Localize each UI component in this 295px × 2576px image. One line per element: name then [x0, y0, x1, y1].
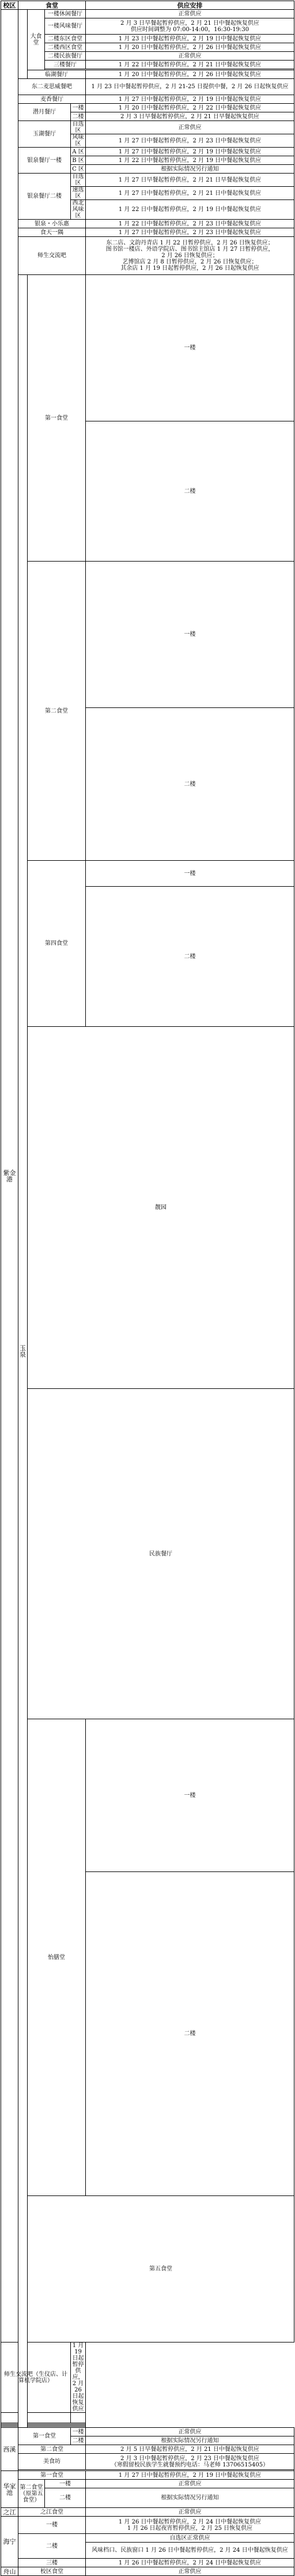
canteen-yinquan-xiaolehui: 银泉・小乐惠: [18, 220, 86, 228]
canteen-schedule-table: [1, 1, 294, 2576]
schedule-xx-diyi-1: 正常供应: [86, 2428, 294, 2436]
canteen-yishan-1: 一楼: [86, 1719, 294, 1872]
schedule-yq2-susong: 1 月 27 日中餐起暂停供应，2 月 21 日中餐起恢复供应: [86, 187, 294, 200]
canteen-xx-meishifang: 美食坊: [18, 2454, 86, 2470]
campus-cell-zijingang: 紫金港: [1, 10, 18, 2342]
canteen-yq-disi-1: 一楼: [86, 861, 294, 887]
schedule-zs-xiaoqu: 正常供应: [86, 2567, 294, 2576]
canteen-xx-diyi-2: 二楼: [71, 2436, 86, 2445]
canteen-yuhu-zixuan: 自选区: [71, 121, 86, 134]
canteen-hjc-diyi: 第一食堂: [18, 2471, 86, 2480]
canteen-zs-xiaoqu: 校区食堂: [18, 2567, 86, 2576]
schedule-hjc-dier-1: 正常供应: [86, 2480, 294, 2488]
canteen-dtt-dongqu: 二楼东区食堂: [45, 35, 86, 43]
canteen-xx-diyi: 第一食堂: [18, 2428, 71, 2445]
schedule-yq-shisheng: 1 月 19 日起暂停供应，2 月 26 日起恢复供应: [71, 2342, 86, 2413]
canteen-hjc-dier: 第二食堂（原第五食堂）: [18, 2480, 45, 2508]
canteen-yq2-susong: 速选区: [71, 187, 86, 200]
schedule-maixiang: 1 月 27 日中餐起暂停供应，2 月 19 日中餐起恢复供应: [86, 95, 294, 104]
canteen-header: 食堂: [18, 1, 86, 10]
canteen-datangtang: 大食堂: [28, 10, 45, 70]
schedule-shitianyiyu: 1 月 27 日中餐起暂停供应，2 月 23 日中餐起恢复供应: [86, 228, 294, 237]
canteen-yq-diyi: 第一食堂: [28, 275, 86, 562]
schedule-dtt-minzu: 正常供应: [86, 52, 294, 61]
canteen-yq-diyi-1: 一楼: [86, 275, 294, 421]
canteen-dtt-sanlou: 三楼餐厅: [45, 61, 86, 69]
schedule-hn-erlou-fengwei: 风味档口、民族窗口 1 月 26 日中餐起暂停供应，2 月 24 日中餐起恢复供应: [86, 2543, 294, 2559]
schedule-xx-dier: 2 月 5 日早餐起暂停供应，2 月 21 日中餐起恢复供应: [86, 2445, 294, 2454]
campus-cell-haining: 海宁: [1, 2517, 18, 2567]
canteen-yq-dier: 第二食堂: [28, 562, 86, 861]
schedule-dongermai: 1 月 23 日中餐起暂停供应，2 月 21-25 日提供中餐，2 月 26 日起恢复供应: [86, 79, 294, 95]
canteen-panyue: 潜月餐厅: [18, 104, 71, 121]
schedule-shisheng-zjg: 东二店、文韵丹青店 1 月 22 日暂停供应，2 月 26 日恢复供应； 图书馆一楼店、外语学院店、图书馆主馆店 1 月 27 日暂停供应， 2 月 26 日恢复供应； 艺博馆店 2 月 8 日暂停供应，2 月 26 日恢复供应； 其余店 1 月 19 日起暂停供应，2 月 26 日起恢复供应: [86, 237, 294, 275]
schedule-yq1-b: 1 月 22 日中餐起暂停供应，2 月 19 日中餐起恢复供应: [86, 156, 294, 165]
canteen-linhu: 临湖餐厅: [28, 70, 86, 79]
canteen-yq-disi-2: 二楼: [86, 887, 294, 1027]
schedule-zj-shitang: 正常供应: [86, 2508, 294, 2517]
schedule-hjc-diyi: 1 月 27 日中餐起暂停供应，2 月 19 日中餐起恢复供应: [86, 2471, 294, 2480]
schedule-dtt-sanlou: 1 月 22 日中餐起暂停供应，2 月 21 日中餐起恢复供应: [86, 61, 294, 69]
schedule-yq1-a: 1 月 27 日中餐起暂停供应，2 月 19 日中餐起恢复供应: [86, 148, 294, 156]
schedule-yuhu-zixuan: 正常供应: [86, 121, 294, 134]
canteen-yuhu-fengwei: 风味区: [71, 134, 86, 148]
canteen-xx-diyi-1: 一楼: [71, 2428, 86, 2436]
canteen-dtt-xiuxian: 一楼休闲餐厅: [45, 10, 86, 18]
canteen-hn-sanlou: 三楼: [18, 2559, 86, 2567]
canteen-panyue-2: 二楼: [71, 112, 86, 121]
campus-cell-zhoushan: 舟山: [1, 2567, 18, 2576]
schedule-hn-yilou: 1 月 26 日中餐起暂停供应，2 月 24 日中餐起恢复供应 1 月 26 日起夜宵暂停供应，2 月 25 日恢复供应: [86, 2517, 294, 2534]
canteen-dtt-xiqu: 二楼西区食堂: [45, 43, 86, 52]
canteen-dtt-minzu: 二楼民族餐厅: [45, 52, 86, 61]
canteen-yishan-2: 二楼: [86, 1872, 294, 2196]
schedule-header: 供应安排: [86, 1, 294, 10]
schedule-yuhu-fengwei: 1 月 27 日中餐起暂停供应，2 月 23 日中餐起恢复供应: [86, 134, 294, 148]
campus-cell-zhijiang: 之江: [1, 2508, 18, 2517]
canteen-shisheng-zjg: 师生交流吧: [18, 237, 86, 275]
canteen-yq-disi: 第四食堂: [28, 861, 86, 1027]
canteen-hjc-dier-1: 一楼: [45, 2480, 86, 2488]
schedule-hn-erlou-zixuan: 自选区正常供应: [86, 2534, 294, 2543]
schedule-hn-sanlou: 1 月 26 日中餐起暂停供应，2 月 24 日中餐起恢复供应: [86, 2559, 294, 2567]
canteen-yq2-zixuan: 自选区: [71, 174, 86, 187]
campus-cell-xixi: 西溪: [1, 2428, 18, 2471]
canteen-guanyuan: 靓园: [28, 1027, 294, 1389]
canteen-shitianyiyu: 食天一隅: [18, 228, 86, 237]
canteen-yq1-a: A 区: [71, 148, 86, 156]
schedule-yq2-xibei: 1 月 22 日中餐起暂停供应，2 月 19 日中餐起恢复供应: [86, 200, 294, 220]
campus-cell-huajiachi: 华家池: [1, 2471, 18, 2508]
schedule-dtt-dongqu: 1 月 23 日中餐起暂停供应，2 月 19 日中餐起恢复供应: [86, 35, 294, 43]
canteen-yq-diyi-2: 二楼: [86, 421, 294, 562]
canteen-hn-yilou: 一楼: [18, 2517, 86, 2534]
schedule-dtt-fengwei: 2 月 3 日早餐起暂停供应，2 月 21 日中餐起恢复供应 供应时间调整为 07:00-14:00，16:30-19:30: [86, 18, 294, 35]
canteen-yinquan2: 银泉餐厅二楼: [18, 174, 71, 220]
canteen-yq1-b: B 区: [71, 156, 86, 165]
canteen-yq1-c: C 区: [71, 165, 86, 174]
schedule-hjc-dier-2: 根据实际情况另行通知: [86, 2488, 294, 2508]
schedule-xx-meishifang: 2 月 3 日中餐起暂停供应，2 月 23 日中餐起恢复供应 （寒假留校民族学生就餐预约电话：马老师 13706515405）: [86, 2454, 294, 2470]
canteen-zj-shitang: 之江食堂: [18, 2508, 86, 2517]
canteen-yq-dier-1: 一楼: [86, 562, 294, 708]
spacer-cell: [18, 10, 28, 79]
canteen-hjc-dier-2: 二楼: [45, 2488, 86, 2508]
canteen-yq2-xibei: 西北风味区: [71, 200, 86, 220]
schedule-xx-diyi-2: 根据实际情况另行通知: [86, 2436, 294, 2445]
schedule-yq1-c: 根据实际情况另行通知: [86, 165, 294, 174]
canteen-maixiang: 麦香餐厅: [18, 95, 86, 104]
canteen-yq-diwu: 第五食堂: [28, 2196, 294, 2342]
canteen-yq-dier-2: 二楼: [86, 708, 294, 861]
schedule-linhu: 1 月 20 日中餐起暂停供应，2 月 26 日中餐起恢复供应: [86, 70, 294, 79]
campus-cell-yuquan: 玉泉: [18, 275, 28, 2428]
schedule-dtt-xiqu: 1 月 20 日中餐起暂停供应，2 月 26 日中餐起恢复供应: [86, 43, 294, 52]
canteen-yq-minzu: 民族餐厅: [28, 1389, 294, 1719]
canteen-dongermai: 东二麦思威餐吧: [18, 79, 86, 95]
schedule-dtt-xiuxian: 正常供应: [86, 10, 294, 18]
canteen-hn-erlou: 二楼: [18, 2534, 86, 2559]
canteen-xx-dier: 第二食堂: [18, 2445, 86, 2454]
canteen-yishan: 怡膳堂: [28, 1719, 86, 2196]
schedule-panyue-2: 2 月 3 日早餐起暂停供应，2 月 21 日早餐起恢复供应: [86, 112, 294, 121]
campus-header: 校区: [1, 1, 18, 10]
canteen-yq-shisheng: 师生交流吧（生仪店、计算机学院店）: [1, 2342, 71, 2413]
canteen-yinquan1: 银泉餐厅一楼: [18, 148, 71, 174]
schedule-panyue-1: 1 月 20 日中餐起暂停供应，2 月 22 日中餐起恢复供应: [86, 104, 294, 112]
header-row: [1, 1, 294, 10]
schedule-yinquan-xiaolehui: 1 月 22 日中餐起暂停供应，2 月 23 日中餐起恢复供应: [86, 220, 294, 228]
canteen-dtt-fengwei: 一楼风味餐厅: [45, 18, 86, 35]
spacer-cell: [71, 2413, 86, 2423]
schedule-yq2-zixuan: 1 月 27 日早餐起暂停供应，2 月 21 日早餐起恢复供应: [86, 174, 294, 187]
canteen-yuhu: 玉湖餐厅: [18, 121, 71, 148]
spacer-cell: [1, 2413, 71, 2423]
canteen-panyue-1: 一楼: [71, 104, 86, 112]
